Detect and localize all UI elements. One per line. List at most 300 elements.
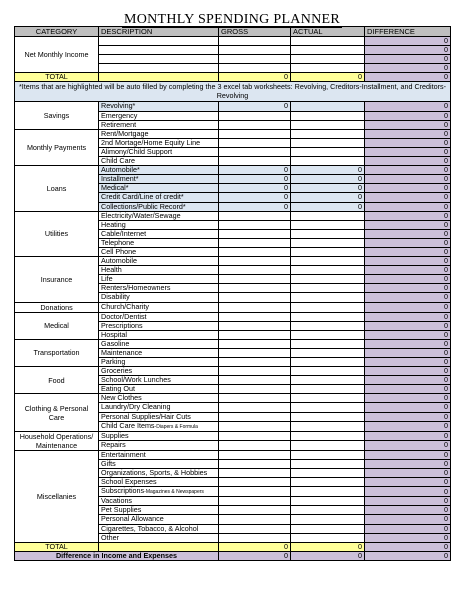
header-description: DESCRIPTION <box>99 27 219 37</box>
income-actual-cell[interactable] <box>291 37 365 46</box>
item-label: Installment* <box>101 174 139 184</box>
item-description[interactable] <box>99 403 219 412</box>
item-actual[interactable] <box>291 450 365 459</box>
item-label: Automobile* <box>101 165 140 175</box>
item-description[interactable] <box>99 293 219 302</box>
item-actual[interactable] <box>291 293 365 302</box>
item-actual[interactable] <box>291 275 365 284</box>
item-description[interactable] <box>99 412 219 421</box>
item-actual[interactable] <box>291 138 365 147</box>
item-gross[interactable]: 0 <box>219 193 291 202</box>
item-description[interactable] <box>99 524 219 533</box>
item-actual[interactable] <box>291 257 365 266</box>
category-label: Insurance <box>15 257 99 302</box>
item-gross[interactable] <box>219 367 291 376</box>
item-gross[interactable] <box>219 330 291 339</box>
category-label: Loans <box>15 166 99 211</box>
highlight-note: *Items that are highlighted will be auto filled by completing the 3 excel tab worksheets: Revolving, Creditors-Installment, and Creditors- Revolving <box>15 82 451 102</box>
item-label: Credit Card/Line of credit* <box>101 192 184 202</box>
income-expense-difference-row <box>15 551 451 560</box>
item-gross[interactable] <box>219 524 291 533</box>
item-difference: 0 <box>365 376 451 385</box>
item-description[interactable] <box>99 220 219 229</box>
item-description[interactable] <box>99 184 219 193</box>
item-difference: 0 <box>365 487 451 497</box>
item-description[interactable] <box>99 102 219 111</box>
item-actual[interactable] <box>291 421 365 431</box>
item-gross[interactable] <box>219 111 291 120</box>
item-label: Rent/Mortgage <box>101 129 149 138</box>
item-actual[interactable] <box>291 321 365 330</box>
income-total-label: TOTAL <box>15 73 99 82</box>
item-difference: 0 <box>365 478 451 487</box>
item-label: School/Work Lunches <box>101 375 171 385</box>
item-label: Parking <box>101 357 126 366</box>
item-difference: 0 <box>365 147 451 156</box>
item-description[interactable] <box>99 202 219 211</box>
item-actual[interactable] <box>291 497 365 506</box>
item-label: Other <box>101 533 119 542</box>
category-label: Utilities <box>15 211 99 256</box>
expense-total-blank <box>99 542 219 551</box>
item-gross[interactable] <box>219 339 291 348</box>
item-sublabel: -Diapers & Formula <box>154 423 198 430</box>
item-difference: 0 <box>365 275 451 284</box>
item-difference: 0 <box>365 358 451 367</box>
item-description[interactable] <box>99 247 219 256</box>
item-label: Organizations, Sports, & Hobbies <box>101 468 208 477</box>
item-label: Emergency <box>101 111 138 120</box>
item-description[interactable] <box>99 468 219 477</box>
spending-planner-sheet <box>14 10 450 561</box>
item-gross[interactable] <box>219 412 291 421</box>
item-label: Child Care <box>101 156 135 166</box>
item-description[interactable] <box>99 339 219 348</box>
item-label: Automobile <box>101 256 137 266</box>
category-label: Monthly Payments <box>15 129 99 165</box>
expense-total-gross: 0 <box>219 542 291 551</box>
item-difference: 0 <box>365 533 451 542</box>
item-description[interactable] <box>99 441 219 451</box>
income-description-cell[interactable] <box>99 64 219 73</box>
expense-row <box>15 339 451 348</box>
item-gross[interactable] <box>219 247 291 256</box>
item-difference: 0 <box>365 524 451 533</box>
item-actual[interactable] <box>291 302 365 312</box>
item-actual[interactable] <box>291 506 365 515</box>
item-actual[interactable] <box>291 459 365 468</box>
item-gross[interactable]: 0 <box>219 202 291 211</box>
item-actual[interactable] <box>291 229 365 238</box>
item-difference: 0 <box>365 385 451 394</box>
item-description[interactable] <box>99 312 219 321</box>
item-actual[interactable] <box>291 431 365 441</box>
item-gross[interactable] <box>219 421 291 431</box>
income-total-row <box>15 73 451 82</box>
income-difference-cell: 0 <box>365 55 451 64</box>
item-description[interactable] <box>99 138 219 147</box>
item-difference: 0 <box>365 211 451 220</box>
item-difference: 0 <box>365 102 451 111</box>
item-description[interactable] <box>99 478 219 487</box>
expense-total-actual: 0 <box>291 542 365 551</box>
item-gross[interactable] <box>219 431 291 441</box>
item-description[interactable] <box>99 533 219 542</box>
item-gross[interactable] <box>219 321 291 330</box>
item-label: Groceries <box>101 366 133 376</box>
item-difference: 0 <box>365 367 451 376</box>
item-actual[interactable]: 0 <box>291 184 365 193</box>
item-label: Pet Supplies <box>101 505 142 515</box>
item-description[interactable] <box>99 515 219 524</box>
income-gross-cell[interactable] <box>219 37 291 46</box>
item-actual[interactable]: 0 <box>291 175 365 184</box>
item-gross[interactable] <box>219 257 291 266</box>
item-label: Supplies <box>101 431 129 440</box>
item-difference: 0 <box>365 202 451 211</box>
item-actual[interactable] <box>291 533 365 542</box>
item-description[interactable] <box>99 193 219 202</box>
item-label: Personal Supplies/Hair Cuts <box>101 412 191 421</box>
item-description[interactable] <box>99 166 219 175</box>
item-description[interactable] <box>99 275 219 284</box>
category-label: Donations <box>15 302 99 312</box>
item-label: Vacations <box>101 496 133 506</box>
item-gross[interactable] <box>219 394 291 403</box>
expense-row <box>15 102 451 111</box>
highlight-note-row <box>15 82 451 102</box>
expense-row <box>15 129 451 138</box>
item-difference: 0 <box>365 302 451 312</box>
header-difference: DIFFERENCE <box>365 27 451 37</box>
item-description[interactable] <box>99 487 219 497</box>
income-difference-cell: 0 <box>365 46 451 55</box>
income-total-difference: 0 <box>365 73 451 82</box>
item-description[interactable] <box>99 450 219 459</box>
item-label: Doctor/Dentist <box>101 312 147 321</box>
item-actual[interactable] <box>291 266 365 275</box>
expense-total-difference: 0 <box>365 542 451 551</box>
item-description[interactable] <box>99 238 219 247</box>
item-label: Personal Allowance <box>101 514 164 524</box>
item-label: Heating <box>101 220 126 229</box>
difference-gross: 0 <box>219 551 291 560</box>
title-bar <box>14 10 450 26</box>
item-description[interactable] <box>99 497 219 506</box>
item-label: Collections/Public Record* <box>101 202 186 211</box>
item-label: Alimony/Child Support <box>101 147 173 156</box>
item-description[interactable] <box>99 348 219 357</box>
income-actual-cell[interactable] <box>291 46 365 55</box>
item-gross[interactable] <box>219 376 291 385</box>
item-actual[interactable] <box>291 348 365 357</box>
category-label: Miscellanies <box>15 450 99 542</box>
item-difference: 0 <box>365 394 451 403</box>
item-difference: 0 <box>365 441 451 451</box>
item-gross[interactable] <box>219 459 291 468</box>
item-actual[interactable] <box>291 376 365 385</box>
item-description[interactable] <box>99 257 219 266</box>
item-gross[interactable] <box>219 468 291 477</box>
item-difference: 0 <box>365 515 451 524</box>
income-gross-cell[interactable] <box>219 55 291 64</box>
page-title: MONTHLY SPENDING PLANNER <box>123 12 341 27</box>
item-actual[interactable] <box>291 147 365 156</box>
item-gross[interactable] <box>219 138 291 147</box>
item-actual[interactable] <box>291 515 365 524</box>
item-gross[interactable] <box>219 450 291 459</box>
expense-row <box>15 166 451 175</box>
item-actual[interactable] <box>291 441 365 451</box>
item-actual[interactable] <box>291 157 365 166</box>
income-description-cell[interactable] <box>99 46 219 55</box>
item-difference: 0 <box>365 412 451 421</box>
item-actual[interactable] <box>291 247 365 256</box>
category-label: Medical <box>15 312 99 339</box>
item-actual[interactable] <box>291 111 365 120</box>
item-gross[interactable]: 0 <box>219 166 291 175</box>
expense-row <box>15 302 451 312</box>
item-difference: 0 <box>365 421 451 431</box>
item-difference: 0 <box>365 497 451 506</box>
item-label: Medical* <box>101 183 129 193</box>
item-actual[interactable] <box>291 385 365 394</box>
income-actual-cell[interactable] <box>291 55 365 64</box>
item-difference: 0 <box>365 257 451 266</box>
item-difference: 0 <box>365 111 451 120</box>
expense-row <box>15 367 451 376</box>
item-gross[interactable] <box>219 497 291 506</box>
expense-total-label: TOTAL <box>15 542 99 551</box>
item-label: Cell Phone <box>101 247 137 256</box>
item-description[interactable] <box>99 376 219 385</box>
item-description[interactable] <box>99 321 219 330</box>
item-label: Gifts <box>101 459 116 468</box>
header-gross: GROSS <box>219 27 291 37</box>
planner-table <box>14 26 451 561</box>
item-gross[interactable] <box>219 211 291 220</box>
item-difference: 0 <box>365 220 451 229</box>
item-label: Child Care Items <box>101 421 155 430</box>
expense-row <box>15 257 451 266</box>
item-gross[interactable] <box>219 312 291 321</box>
difference-label: Difference in Income and Expenses <box>15 551 219 560</box>
item-actual[interactable]: 0 <box>291 202 365 211</box>
item-description[interactable] <box>99 330 219 339</box>
item-label: Renters/Homeowners <box>101 283 171 293</box>
item-difference: 0 <box>365 330 451 339</box>
item-difference: 0 <box>365 184 451 193</box>
item-actual[interactable] <box>291 120 365 129</box>
item-difference: 0 <box>365 468 451 477</box>
item-actual[interactable] <box>291 367 365 376</box>
item-sublabel: -Magazines & Newspapers <box>144 489 204 496</box>
expense-row <box>15 431 451 441</box>
item-gross[interactable] <box>219 302 291 312</box>
item-difference: 0 <box>365 175 451 184</box>
item-actual[interactable] <box>291 220 365 229</box>
item-label: Subscriptions <box>101 486 145 496</box>
item-actual[interactable] <box>291 358 365 367</box>
item-difference: 0 <box>365 284 451 293</box>
item-gross[interactable] <box>219 533 291 542</box>
item-description[interactable] <box>99 120 219 129</box>
item-actual[interactable] <box>291 403 365 412</box>
item-actual[interactable] <box>291 102 365 111</box>
item-actual[interactable] <box>291 487 365 497</box>
expense-total-row <box>15 542 451 551</box>
item-actual[interactable] <box>291 284 365 293</box>
item-label: Health <box>101 265 122 275</box>
item-gross[interactable] <box>219 506 291 515</box>
item-gross[interactable] <box>219 515 291 524</box>
item-actual[interactable] <box>291 211 365 220</box>
item-label: Telephone <box>101 238 135 247</box>
item-description[interactable] <box>99 421 219 431</box>
item-difference: 0 <box>365 431 451 441</box>
item-difference: 0 <box>365 238 451 247</box>
item-difference: 0 <box>365 247 451 256</box>
income-actual-cell[interactable] <box>291 64 365 73</box>
expense-row <box>15 450 451 459</box>
item-gross[interactable] <box>219 229 291 238</box>
item-difference: 0 <box>365 348 451 357</box>
item-description[interactable] <box>99 358 219 367</box>
item-label: Life <box>101 274 113 284</box>
item-difference: 0 <box>365 450 451 459</box>
header-category: CATEGORY <box>15 27 99 37</box>
item-difference: 0 <box>365 506 451 515</box>
item-description[interactable] <box>99 394 219 403</box>
item-description[interactable] <box>99 506 219 515</box>
item-gross[interactable] <box>219 157 291 166</box>
item-gross[interactable] <box>219 358 291 367</box>
item-label: New Clothes <box>101 393 142 403</box>
item-label: Church/Charity <box>101 302 149 311</box>
item-gross[interactable]: 0 <box>219 102 291 111</box>
income-difference-cell: 0 <box>365 37 451 46</box>
item-difference: 0 <box>365 129 451 138</box>
item-difference: 0 <box>365 166 451 175</box>
item-gross[interactable] <box>219 487 291 497</box>
item-actual[interactable] <box>291 524 365 533</box>
item-actual[interactable] <box>291 238 365 247</box>
item-label: Cigarettes, Tobacco, & Alcohol <box>101 524 199 533</box>
item-label: Electricity/Water/Sewage <box>101 211 181 220</box>
item-difference: 0 <box>365 120 451 129</box>
item-description[interactable] <box>99 367 219 376</box>
item-label: 2nd Mortage/Home Equity Line <box>101 138 201 147</box>
item-label: Disability <box>101 292 130 302</box>
income-total-blank <box>99 73 219 82</box>
item-actual[interactable] <box>291 129 365 138</box>
item-description[interactable] <box>99 211 219 220</box>
item-description[interactable] <box>99 284 219 293</box>
item-gross[interactable] <box>219 478 291 487</box>
item-difference: 0 <box>365 157 451 166</box>
item-label: Hospital <box>101 330 127 339</box>
item-difference: 0 <box>365 403 451 412</box>
item-description[interactable] <box>99 459 219 468</box>
item-description[interactable] <box>99 175 219 184</box>
item-gross[interactable] <box>219 238 291 247</box>
item-label: Maintenance <box>101 348 143 357</box>
income-gross-cell[interactable] <box>219 46 291 55</box>
category-label: Household Operations/ Maintenance <box>15 431 99 450</box>
item-gross[interactable] <box>219 266 291 275</box>
item-difference: 0 <box>365 193 451 202</box>
category-label: Food <box>15 367 99 394</box>
difference-difference: 0 <box>365 551 451 560</box>
item-gross[interactable] <box>219 120 291 129</box>
item-actual[interactable] <box>291 394 365 403</box>
item-gross[interactable] <box>219 129 291 138</box>
item-actual[interactable] <box>291 330 365 339</box>
item-label: Retirement <box>101 120 137 129</box>
item-description[interactable] <box>99 385 219 394</box>
item-description[interactable] <box>99 111 219 120</box>
item-actual[interactable] <box>291 468 365 477</box>
income-row <box>15 37 451 46</box>
item-actual[interactable] <box>291 412 365 421</box>
item-label: Gasoline <box>101 339 130 348</box>
item-description[interactable] <box>99 431 219 441</box>
item-description[interactable] <box>99 266 219 275</box>
item-label: School Expenses <box>101 477 157 487</box>
category-label: Savings <box>15 102 99 129</box>
item-gross[interactable]: 0 <box>219 175 291 184</box>
item-description[interactable] <box>99 147 219 156</box>
item-gross[interactable] <box>219 385 291 394</box>
item-gross[interactable] <box>219 284 291 293</box>
income-difference-cell: 0 <box>365 64 451 73</box>
income-gross-cell[interactable] <box>219 64 291 73</box>
item-difference: 0 <box>365 339 451 348</box>
item-gross[interactable] <box>219 220 291 229</box>
item-actual[interactable]: 0 <box>291 166 365 175</box>
income-total-gross: 0 <box>219 73 291 82</box>
item-description[interactable] <box>99 129 219 138</box>
item-gross[interactable] <box>219 147 291 156</box>
item-gross[interactable] <box>219 403 291 412</box>
item-gross[interactable] <box>219 441 291 451</box>
item-actual[interactable] <box>291 478 365 487</box>
item-gross[interactable] <box>219 348 291 357</box>
item-description[interactable] <box>99 157 219 166</box>
item-difference: 0 <box>365 266 451 275</box>
item-actual[interactable] <box>291 312 365 321</box>
item-gross[interactable] <box>219 293 291 302</box>
item-gross[interactable]: 0 <box>219 184 291 193</box>
income-description-cell[interactable] <box>99 55 219 64</box>
expense-row <box>15 312 451 321</box>
item-label: Revolving* <box>101 101 136 111</box>
item-actual[interactable] <box>291 339 365 348</box>
item-actual[interactable]: 0 <box>291 193 365 202</box>
item-description[interactable] <box>99 229 219 238</box>
income-description-cell[interactable] <box>99 37 219 46</box>
item-label: Entertainment <box>101 450 146 459</box>
item-label: Eating Out <box>101 384 135 394</box>
item-difference: 0 <box>365 138 451 147</box>
item-description[interactable] <box>99 302 219 312</box>
difference-actual: 0 <box>291 551 365 560</box>
item-difference: 0 <box>365 321 451 330</box>
item-label: Repairs <box>101 440 126 450</box>
item-label: Prescriptions <box>101 321 143 330</box>
item-difference: 0 <box>365 312 451 321</box>
item-gross[interactable] <box>219 275 291 284</box>
